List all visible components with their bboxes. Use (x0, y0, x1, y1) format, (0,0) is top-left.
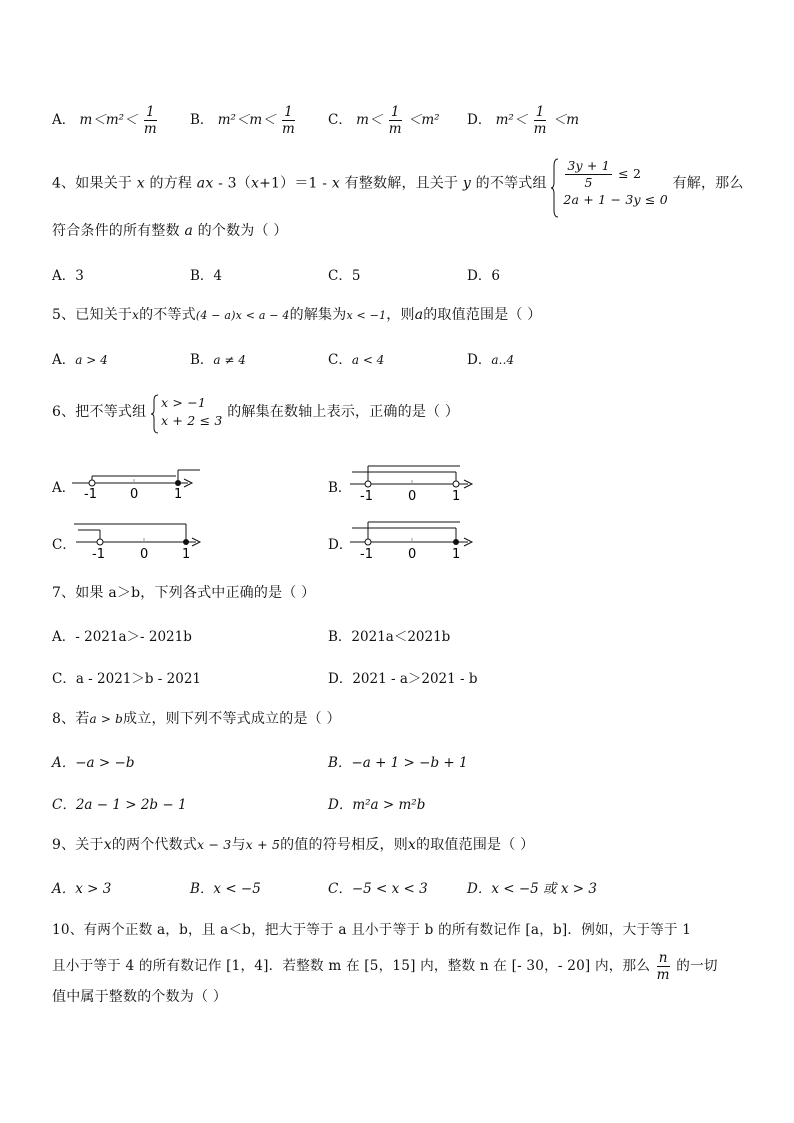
fraction (657, 950, 670, 983)
text: 5、已知关于 (52, 307, 133, 323)
text: +1）＝1 - (259, 175, 332, 192)
var: x (251, 175, 260, 192)
fraction (565, 158, 612, 191)
q10-stem-line1: 10、有两个正数 a，b，且 a＜b，把大于等于 a 且小于等于 b 的所有数记作 [a，b]．例如，大于等于 1 (52, 922, 692, 938)
var: x (136, 175, 145, 192)
var: x (132, 308, 140, 322)
text: 的解集为 (289, 307, 347, 323)
text: 有解，那么 (672, 175, 744, 192)
q5-option-b[interactable] (190, 348, 246, 368)
q3-option-a[interactable] (52, 104, 159, 137)
option-expr: m²＜m＜ (217, 112, 276, 128)
q8-option-d[interactable]: D．m²a > m²b (328, 797, 426, 813)
option-label: D． (467, 112, 492, 128)
var: x (331, 175, 340, 192)
text: 6、把不等式组 (52, 404, 147, 420)
tick-label: -1 (360, 547, 373, 562)
q8-option-c[interactable]: C．2a − 1 > 2b − 1 (52, 797, 187, 813)
denominator: m (388, 121, 402, 137)
var: a (184, 223, 194, 239)
text: 的取值范围是（ ） (416, 837, 535, 853)
q6-option-b-numberline[interactable] (346, 460, 486, 506)
tick-label: -1 (92, 547, 105, 562)
fraction (534, 104, 547, 137)
text: 9、关于 (52, 837, 104, 853)
fraction (389, 104, 402, 137)
ineq-rhs: ≤ 2 (618, 166, 642, 181)
inequality-row: x > −1 (160, 395, 207, 410)
fraction (282, 104, 295, 137)
expr: x + 5 (245, 837, 281, 852)
q9-option-c[interactable]: C．−5 < x < 3 (328, 881, 428, 897)
q9-option-d[interactable]: D．x < −5 或 x > 3 (467, 881, 597, 897)
q3-option-d[interactable] (467, 104, 579, 137)
q6-stem (52, 394, 459, 430)
option-label: A． (52, 112, 76, 128)
var: x (407, 837, 417, 853)
denominator: m (282, 121, 295, 137)
condition: a > b (89, 712, 124, 726)
q8-option-b[interactable]: B．−a + 1 > −b + 1 (328, 755, 468, 771)
q6-option-c-label[interactable]: C． (52, 537, 76, 553)
q9-option-b[interactable]: B．x < −5 (190, 881, 261, 897)
text: 的个数为（ ） (197, 223, 288, 239)
text: ，则 (386, 307, 415, 323)
text: 成立，则下列不等式成立的是（ ） (123, 711, 341, 727)
text: 且小于等于 4 的所有数记作 [1，4]．若整数 m 在 [5，15] 内，整数 n 在 [- 30，- 20] 内，那么 (52, 958, 651, 974)
q8-stem (52, 708, 341, 728)
text: 与 (231, 837, 246, 853)
q5-stem (52, 304, 541, 324)
option-expr: a > 4 (75, 353, 108, 367)
text: 8、若 (52, 711, 90, 727)
fraction (144, 104, 157, 137)
q6-option-a-numberline[interactable] (68, 462, 208, 506)
tick-label: 0 (408, 489, 417, 504)
q6-option-b-label[interactable]: B． (328, 480, 352, 496)
option-label: C． (328, 112, 352, 128)
option-expr: a ≠ 4 (213, 353, 246, 367)
option-expr: ＜m² (407, 112, 440, 128)
option-expr: a‥4 (491, 353, 515, 367)
option-expr: m²＜ (495, 112, 528, 128)
q9-stem (52, 834, 534, 854)
text: 的解集在数轴上表示，正确的是（ ） (227, 404, 460, 420)
inequality: (4 − a)x < a − 4 (195, 309, 290, 322)
inequality-row: 2a + 1 − 3y ≤ 0 (563, 192, 668, 207)
q7-stem: 7、如果 a＞b，下列各式中正确的是（ ） (52, 585, 316, 601)
q4-stem (52, 158, 744, 209)
text: 的取值范围是（ ） (423, 307, 542, 323)
q4-option-a[interactable]: A．3 (52, 268, 84, 284)
q4-stem-line2 (52, 220, 288, 240)
option-expr: ＜m (552, 112, 580, 128)
option-label: A． (52, 352, 76, 368)
tick-label: 0 (140, 547, 149, 562)
numerator: 1 (534, 104, 547, 121)
denominator: m (143, 121, 157, 137)
text: 的一切 (676, 958, 718, 974)
numerator: n (657, 950, 670, 967)
numerator: 1 (282, 104, 295, 121)
q3-option-c[interactable] (328, 104, 440, 137)
q7-option-d[interactable]: D．2021 - a＞2021 - b (328, 671, 478, 687)
tick-label: -1 (360, 489, 373, 504)
tick-label: 1 (452, 547, 461, 562)
denominator: m (656, 967, 670, 983)
q5-option-c[interactable] (328, 348, 384, 368)
q7-option-a[interactable]: A．- 2021a＞- 2021b (52, 629, 192, 645)
denominator: m (533, 121, 547, 137)
option-label: B． (190, 352, 214, 368)
brace-icon (151, 394, 159, 434)
text: - 3（ (213, 175, 251, 192)
option-label: C． (328, 352, 352, 368)
option-expr: a < 4 (351, 353, 385, 367)
text: 的方程 (149, 175, 193, 192)
q4-option-c[interactable]: C．5 (328, 268, 361, 284)
inequality-system (551, 158, 668, 209)
text: 符合条件的所有整数 (52, 223, 180, 239)
tick-label: 0 (130, 487, 139, 502)
tick-label: 1 (182, 547, 191, 562)
numerator: 3y + 1 (567, 158, 610, 173)
text: 的两个代数式 (111, 837, 198, 853)
option-expr: m＜m²＜ (79, 112, 138, 128)
text: 的不等式 (139, 307, 196, 323)
var: x (103, 837, 112, 853)
solution: x < −1 (346, 309, 387, 322)
var: a (414, 307, 424, 323)
q6-option-c-numberline[interactable] (72, 518, 212, 564)
text: 的不等式组 (475, 175, 547, 192)
q3-option-b[interactable] (190, 104, 297, 137)
denominator: 5 (584, 175, 593, 190)
tick-label: 1 (174, 487, 183, 502)
inequality-row: x + 2 ≤ 3 (160, 413, 223, 428)
var: ax (196, 175, 214, 192)
inequality-system (151, 394, 223, 430)
q8-option-a[interactable]: A．−a > −b (52, 755, 135, 771)
q5-option-a[interactable] (52, 348, 108, 368)
numerator: 1 (389, 104, 402, 121)
text: 有整数解，且关于 (340, 175, 459, 192)
tick-label: 1 (452, 489, 461, 504)
q10-stem-line2 (52, 950, 718, 983)
var: y (462, 175, 472, 192)
option-label: B． (190, 112, 214, 128)
expr: x − 3 (197, 837, 232, 852)
q5-option-d[interactable] (467, 348, 514, 368)
q10-stem-line3: 值中属于整数的个数为（ ） (52, 989, 228, 1005)
tick-label: -1 (84, 487, 97, 502)
numerator: 1 (144, 104, 157, 121)
q6-option-d-numberline[interactable] (346, 516, 486, 564)
q7-option-b[interactable]: B．2021a＜2021b (328, 629, 451, 645)
q6-option-d-label[interactable]: D． (328, 537, 353, 553)
text: 4、如果关于 (52, 175, 133, 192)
q4-option-b[interactable]: B．4 (190, 268, 223, 284)
q9-option-a[interactable]: A．x > 3 (52, 881, 112, 897)
q6-option-a-label[interactable]: A． (52, 480, 76, 496)
option-label: D． (467, 352, 492, 368)
tick-label: 0 (408, 547, 417, 562)
option-expr: m＜ (356, 112, 383, 128)
text: 的值的符号相反，则 (280, 837, 408, 853)
q7-option-c[interactable]: C．a - 2021＞b - 2021 (52, 671, 202, 687)
brace-icon (551, 158, 559, 218)
q4-option-d[interactable]: D．6 (467, 268, 500, 284)
